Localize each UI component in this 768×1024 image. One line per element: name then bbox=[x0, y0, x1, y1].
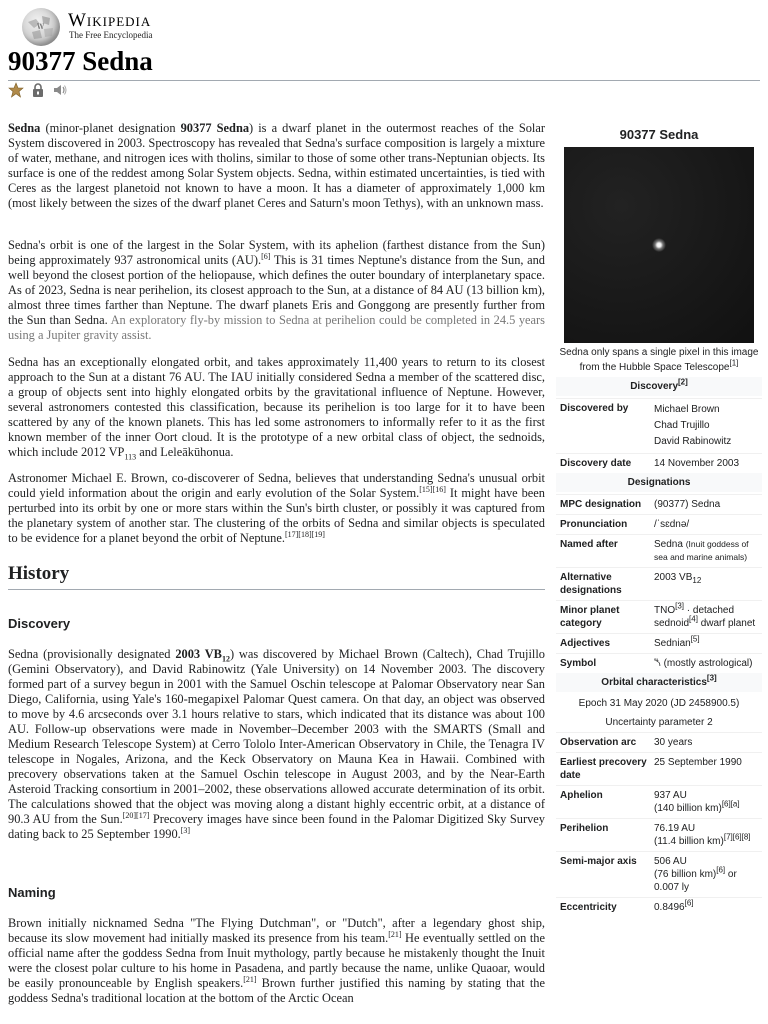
speaker-icon[interactable] bbox=[52, 82, 68, 98]
discovery-heading: Discovery bbox=[8, 616, 71, 631]
intro-paragraph-4: Astronomer Michael E. Brown, co-discoverer of Sedna, believes that understanding Sedna's unusual orbit could yield information about the origin and early evolution of the Solar System.[15][16] It might have been perturbed into its orbit by one or more stars within the Sun's birth cluster, or possibly it was captured from the planetary system of another star. The clustering of the orbits of Sedna and similar objects is speculated to be evidence for a planet beyond the orbit of Neptune.[17][18][19] bbox=[8, 471, 545, 545]
citation-link[interactable]: [15][16] bbox=[419, 484, 446, 494]
pronunciation-link[interactable]: /ˈsɛdnə/ bbox=[654, 519, 690, 530]
infobox-row-semi-major-axis: Semi-major axis 506 AU (76 billion km)[6] or 0.007 ly bbox=[556, 851, 762, 897]
infobox-row-alternative: Alternative designations 2003 $VB_{12}$ bbox=[556, 567, 762, 600]
infobox-row-named-after: Named after Sedna (Inuit goddess of sea and marine animals) bbox=[556, 534, 762, 567]
named-after-link[interactable]: Sedna bbox=[654, 539, 683, 550]
infobox-row-pronunciation: Pronunciation /ˈsɛdnə/ bbox=[556, 514, 762, 534]
intro-paragraph-2: Sedna's orbit is one of the largest in the Solar System, with its aphelion (farthest distance from the Sun) being approximately 937 astronomical units (AU).[6] This is 31 times Neptune's distance from the Sun, and well beyond the closest portion of the heliopause, which defines the outer boundary of interplanetary space. As of 2023, Sedna is near perihelion, its closest approach to the Sun, at a distance of 84 AU (13 billion km), almost three times farther than Neptune. The dwarf planets Eris and Gonggong are presently further from the Sun than Sedna. An exploratory fly-by mission to Sedna at perihelion could be completed in 24.5 years using a Jupiter gravity assist. bbox=[8, 238, 546, 342]
wikipedia-wordmark[interactable]: Wikipedia bbox=[68, 10, 152, 31]
infobox-title: 90377 Sedna bbox=[619, 127, 699, 142]
citation-link[interactable]: [21] bbox=[243, 974, 257, 984]
infobox-row-category: Minor planet category TNO[3] · detached sednoid[4] dwarf planet bbox=[556, 600, 762, 633]
discoverer-link[interactable]: Chad Trujillo bbox=[654, 420, 710, 431]
intro-paragraph-1: Sedna (minor-planet designation 90377 Sedna) is a dwarf planet in the outermost reaches of the Solar System discovered in 2003. Spectroscopy has revealed that Sedna's surface composition is largely a mixture of water, methane, and nitrogen ices with tholins, similar to those of some other trans-Neptunian objects. Its surface is one of the reddest among Solar System objects. Sedna, within estimated uncertainties, is tied with Ceres as the largest planetoid not known to have a moon. It has a diameter of approximately 1,000 km (most likely between the sizes of the dwarf planet Ceres and Saturn's moon Tethys), with an unknown mass. bbox=[8, 121, 545, 210]
discovery-paragraph: Sedna (provisionally designated 2003 $VB_{12}$) was discovered by Michael Brown (Caltech), Chad Trujillo (Gemini Observatory), and David Rabinowitz (Yale University) on 14 November 2003. The discovery formed part of a survey begun in 2001 with the Samuel Oschin telescope at Palomar Observatory near San Diego, California, using Yale's 160-megapixel Palomar Quest camera. On that day, an object was observed to move by 4.6 arcseconds over 3.1 hours relative to stars, which indicated that its distance was about 100 AU. Follow-up observations were made in November–December 2003 with the SMARTS (Small and Medium Research Telescope System) at Cerro Tololo Inter-American Observatory in Chile, the Tenagra IV telescope in Nogales, Arizona, and the Keck Observatory on Mauna Kea in Hawaii. Combined with precovery observations taken at the Samuel Oschin telescope in August 2003, and by the Near-Earth Asteroid Tracking consortium in 2001–2002, these observations allowed accurate determination of its orbit. The calculations showed that the object was moving along a distant highly eccentric orbit, at a distance of 90.3 AU from the Sun.[20][17] Precovery images have since been found in the Palomar Digitized Sky Survey dating back to 25 September 1990.[3] bbox=[8, 647, 546, 841]
infobox-row-precovery: Earliest precovery date 25 September 1990 bbox=[556, 752, 762, 785]
infobox-discovery-header: Discovery[2] bbox=[556, 377, 762, 396]
citation-link[interactable]: [3] bbox=[180, 825, 191, 835]
page-title: 90377 Sedna bbox=[8, 46, 153, 76]
page-status-icons bbox=[8, 82, 68, 98]
title-divider bbox=[8, 80, 760, 81]
infobox bbox=[556, 122, 762, 1024]
infobox-row-mpc: MPC designation (90377) Sedna bbox=[556, 494, 762, 514]
puzzle-globe-icon bbox=[22, 8, 60, 46]
sedna-hubble-image[interactable] bbox=[564, 147, 754, 343]
lock-icon[interactable] bbox=[30, 82, 46, 98]
naming-paragraph: Brown initially nicknamed Sedna "The Flying Dutchman", or "Dutch", after a legendary ghost ship, because its slow movement had initially masked its presence from his team.[21] He eventually settled on the official name after the goddess Sedna from Inuit mythology, partly because he mistakenly thought the Inuit were the closest polar culture to his home in Pasadena, and partly because the name, unlike Quaoar, would be easily pronounceable by English speakers.[21] Brown further justified this naming by stating that the goddess Sedna's traditional location at the bottom of the Arctic Ocean bbox=[8, 916, 545, 1005]
star-icon[interactable] bbox=[8, 82, 24, 98]
infobox-uncertainty[interactable]: Uncertainty parameter 2 bbox=[605, 717, 713, 728]
history-heading: History bbox=[8, 563, 545, 590]
infobox-row-symbol: Symbol ⯲ (mostly astrological) bbox=[556, 653, 762, 673]
citation-link[interactable]: [21] bbox=[388, 929, 402, 939]
sedna-symbol-icon: ⯲ bbox=[654, 658, 661, 669]
infobox-designations-header: Designations bbox=[556, 473, 762, 492]
citation-link[interactable]: [1] bbox=[729, 358, 739, 368]
infobox-row-adjectives: Adjectives Sednian[5] bbox=[556, 633, 762, 653]
citation-link[interactable]: [17][18][19] bbox=[284, 529, 325, 539]
infobox-row-observation-arc: Observation arc 30 years bbox=[556, 732, 762, 752]
wikipedia-globe-logo[interactable] bbox=[22, 8, 60, 46]
svg-text:W: W bbox=[37, 23, 45, 31]
infobox-row-discovered-by: Discovered by Michael Brown Chad Trujillo David Rabinowitz bbox=[556, 398, 762, 453]
infobox-caption: Sedna only spans a single pixel in this image from the Hubble Space Telescope[1] bbox=[559, 347, 759, 373]
flyby-link[interactable]: An exploratory fly-by mission to Sedna at perihelion could be completed in 24.5 years using a Jupiter gravity assist. bbox=[8, 313, 545, 342]
citation-link[interactable]: [20][17] bbox=[122, 810, 150, 820]
discoverer-link[interactable]: David Rabinowitz bbox=[654, 436, 732, 447]
discoverer-link[interactable]: Michael Brown bbox=[654, 404, 720, 415]
infobox-orbital-header: Orbital characteristics[3] bbox=[556, 673, 762, 692]
wikipedia-tagline: The Free Encyclopedia bbox=[69, 30, 153, 40]
citation-link[interactable]: [6] bbox=[261, 251, 271, 261]
infobox-row-discovery-date: Discovery date 14 November 2003 bbox=[556, 453, 762, 473]
intro-paragraph-3: Sedna has an exceptionally elongated orbit, and takes approximately 11,400 years to return to its closest approach to the Sun at a distant 76 AU. The IAU initially considered Sedna a member of the scattered disc, a group of objects sent into highly elongated orbits by the gravitational influence of Neptune. However, several astronomers contested this classification, because its perihelion is too large for it to have been scattered by any of the known planets. This has led some astronomers to informally refer to it as the first known member of the inner Oort cloud. It is the prototype of a new orbital class of object, the sednoids, which include 2012 $VP_{113}$ and Leleākūhonua. bbox=[8, 355, 545, 462]
infobox-row-aphelion: Aphelion 937 AU (140 billion km)[6][a] bbox=[556, 785, 762, 818]
infobox-row-eccentricity: Eccentricity 0.8496[6] bbox=[556, 897, 762, 917]
infobox-row-perihelion: Perihelion 76.19 AU (11.4 billion km)[7][6][8] bbox=[556, 818, 762, 851]
infobox-epoch[interactable]: Epoch 31 May 2020 (JD 2458900.5) bbox=[578, 698, 740, 709]
lead-term: Sedna bbox=[8, 121, 41, 135]
naming-heading: Naming bbox=[8, 885, 56, 900]
